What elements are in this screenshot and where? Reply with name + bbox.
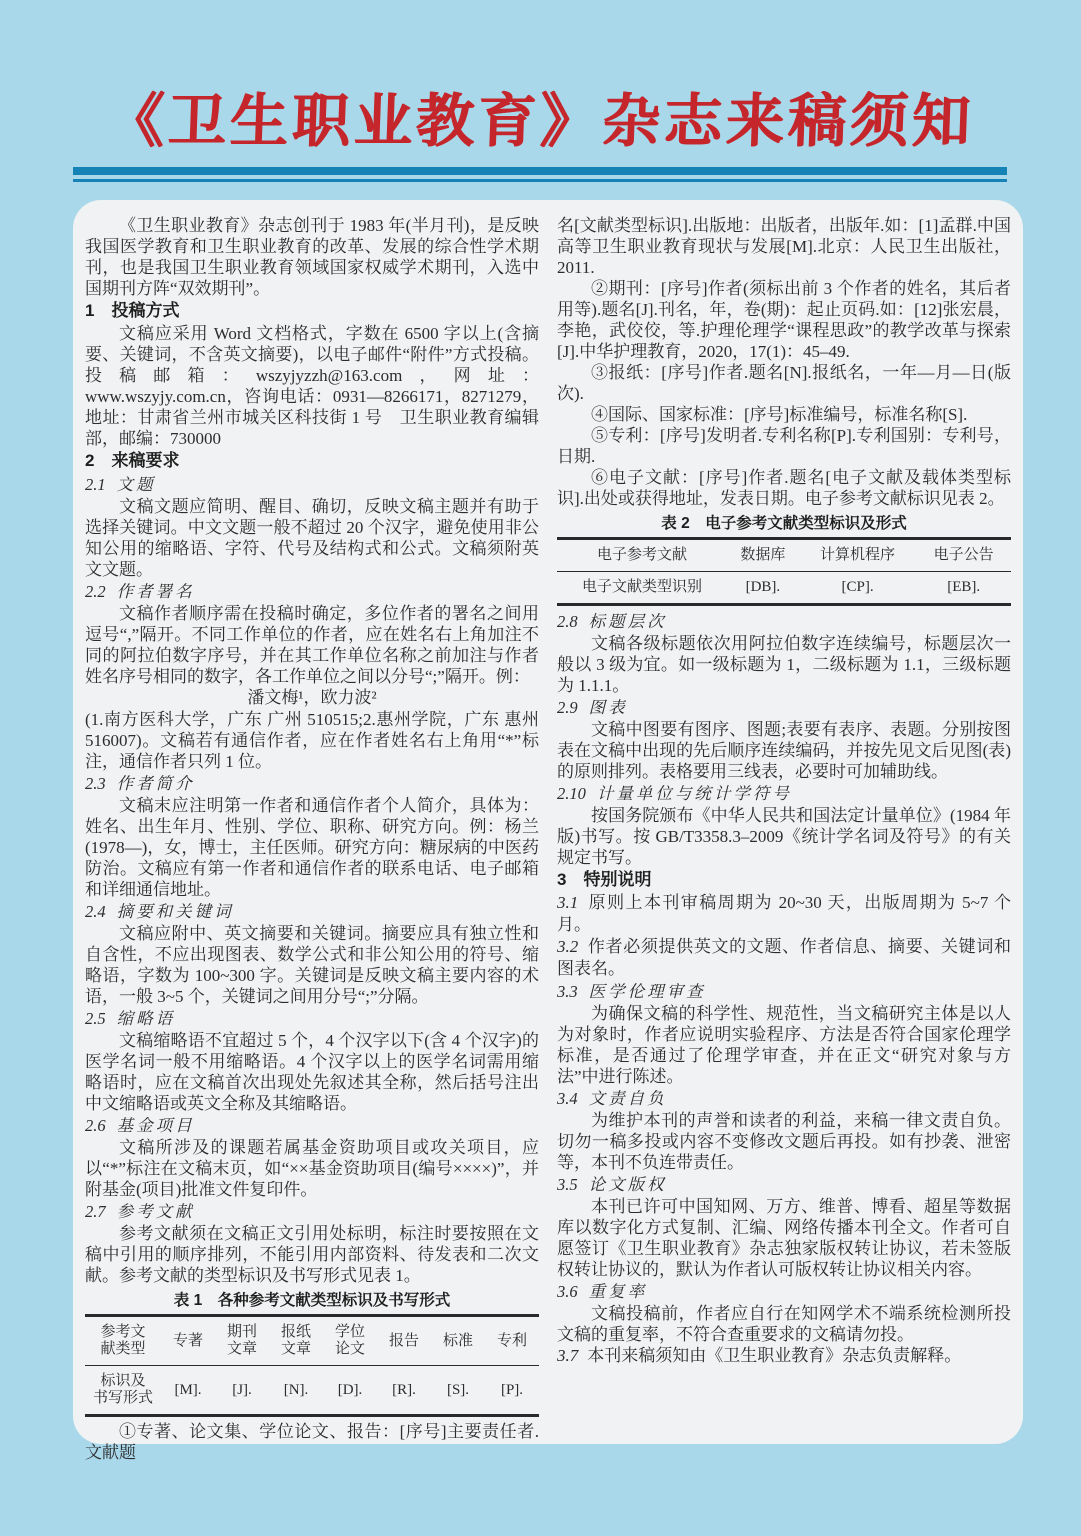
subsection-number: 3.3 [557,982,578,1001]
intro-paragraph: 《卫生职业教育》杂志创刊于 1983 年(半月刊)，是反映我国医学教育和卫生职业教育的改革、发展的综合性学术期刊，也是我国卫生职业教育领域国家权威学术期刊，入选中国期刊方阵“双效期刊”。 [85,216,539,298]
item-3-1 [557,892,1011,936]
responsibility-paragraph: 为维护本刊的声誉和读者的利益，来稿一律文责自负。切勿一稿多投或内容不变修改文题后再投。如有抄袭、泄密等，本刊不负连带责任。 [557,1111,1011,1172]
table-cell: [R]. [392,1381,416,1398]
subsection-number: 3.4 [557,1089,578,1108]
subsection-3-3-heading [557,980,1011,1003]
references-paragraph: 参考文献须在文稿正文引用处标明，标注时要按照在文稿中引用的顺序排列，不能引用内部资料、待发表和二次文献。参考文献的类型标识及书写形式见表 1。 [85,1224,539,1285]
subsection-number: 2.1 [85,475,106,494]
subsection-title: 论文版权 [588,1175,667,1194]
table-cell: [D]. [337,1381,363,1398]
reference-format-note-3: ③报纸：[序号]作者.题名[N].报纸名，一年—月—日(版次). [557,363,1011,403]
subsection-title: 标题层次 [588,612,667,631]
table-header-cell: 标准 [442,1332,473,1349]
author-example-line: 潘文梅¹，欧力波² [247,688,377,707]
reference-format-note-4: ④国际、国家标准：[序号]标准编号，标准名称[S]. [591,405,968,424]
section-2-heading: 2 来稿要求 [85,451,180,470]
fund-project-paragraph: 文稿所涉及的课题若属基金资助项目或攻关项目，应以“*”标注在文稿末页，如“××基金资助项目(编号××××)”，并附基金(项目)批准文件复印件。 [85,1138,539,1199]
title-divider [73,167,1007,182]
table-cell: [N]. [283,1381,309,1398]
table-cell: [P]. [500,1381,524,1398]
abstract-keywords-paragraph: 文稿应附中、英文摘要和关键词。摘要应具有独立性和自含性，不应出现图表、数学公式和非公知公用的符号、缩略语，字数为 100~300 字。关键词是反映文稿主要内容的术语，一般 3~5 个，关键词之间用分号“;”分隔。 [85,924,539,1006]
subsection-number: 2.5 [85,1009,106,1028]
author-affiliation-paragraph: (1.南方医科大学，广东 广州 510515;2.惠州学院，广东 惠州 516007)。文稿若有通信作者，应在作者姓名右上角用“*”标注，通信作者只列 1 位。 [85,710,539,771]
table-header-cell: 电子参考文献 [596,547,687,563]
subsection-number: 2.10 [557,784,586,803]
subsection-3-4-heading [557,1087,1011,1110]
subsection-number: 3.5 [557,1175,578,1194]
table-1-caption: 表 1 各种参考文献类型标识及书写形式 [173,1292,451,1309]
table-header-cell: 报纸 文章 [280,1324,311,1357]
subsection-title: 计量单位与统计学符号 [596,784,792,803]
table-row-label: 标识及 书写形式 [92,1373,153,1406]
subsection-title: 参考文献 [116,1202,195,1221]
right-column [557,215,1011,1429]
subsection-number: 2.2 [85,582,106,601]
table-header-cell: 报告 [388,1332,419,1349]
subsection-2-2-heading [85,580,539,603]
subsection-2-5-heading [85,1007,539,1030]
units-symbols-paragraph: 按国务院颁布《中华人民共和国法定计量单位》(1984 年版)书写。按 GB/T3358.3–2009《统计学名词及符号》的有关规定书写。 [557,806,1011,867]
subsection-title: 文责自负 [588,1089,667,1108]
table-header-row [85,1316,539,1366]
content-panel [73,200,1023,1462]
table-cell: [M]. [174,1381,202,1398]
page-title: 《卫生职业教育》杂志来稿须知 [104,89,975,154]
table-header-cell: 电子公告 [933,547,994,563]
author-bio-paragraph: 文稿末应注明第一作者和通信作者个人简介，具体为：姓名、出生年月、性别、学位、职称、研究方向。例：杨兰(1978—)，女，博士，主任医师。研究方向：糖尿病的中医药防治。文稿应有第一作者和通信作者的联系电话、电子邮箱和详细通信地址。 [85,796,539,899]
table-cell: [J]. [232,1381,252,1398]
reference-format-note-1: ①专著、论文集、学位论文、报告：[序号]主要责任者.文献题 [85,1422,539,1462]
subsection-number: 2.3 [85,774,106,793]
table-2-caption: 表 2 电子参考文献类型标识及形式 [661,515,907,532]
item-number: 3.1 [557,893,579,912]
electronic-reference-table [557,537,1011,606]
section-1-heading: 1 投稿方式 [85,301,180,320]
subsection-2-7-heading [85,1200,539,1223]
section-3-heading: 3 特别说明 [557,870,652,889]
table-header-cell: 计算机程序 [820,547,896,563]
subsection-number: 3.6 [557,1282,578,1301]
subsection-2-6-heading [85,1114,539,1137]
item-3-7 [557,1345,1011,1367]
subsection-2-3-heading [85,772,539,795]
table-row [85,1366,539,1416]
subsection-2-10-heading [557,782,1011,805]
heading-levels-paragraph: 文稿各级标题依次用阿拉伯数字连续编号，标题层次一般以 3 级为宜。如一级标题为 1，二级标题为 1.1，三级标题为 1.1.1。 [557,634,1011,695]
subsection-number: 2.9 [557,698,578,717]
subsection-title: 作者简介 [116,774,195,793]
duplication-rate-paragraph: 文稿投稿前，作者应自行在知网学术不端系统检测所投文稿的重复率，不符合查重要求的文稿请勿投。 [557,1304,1011,1344]
item-number: 3.7 [557,1346,579,1365]
subsection-title: 文题 [116,475,156,494]
table-header-row [557,539,1011,572]
subsection-3-5-heading [557,1173,1011,1196]
table-cell: [S]. [446,1381,470,1398]
divider-thin-rule [73,179,1007,182]
table-row-label: 电子文献类型识别 [581,579,702,595]
divider-thick-rule [73,167,1007,175]
table-header-cell: 专著 [172,1332,203,1349]
item-text: 本刊来稿须知由《卫生职业教育》杂志负责解释。 [587,1346,962,1365]
item-text: 作者必须提供英文的文题、作者信息、摘要、关键词和图表名。 [557,937,1011,978]
author-signature-paragraph: 文稿作者顺序需在投稿时确定，多位作者的署名之间用逗号“,”隔开。不同工作单位的作者，应在姓名右上角加注不同的阿拉伯数字序号，并在其工作单位名称之前加注与作者姓名序号相同的数字，各工作单位之间以分号“;”隔开。例： [85,604,539,686]
title-requirements-paragraph: 文稿文题应简明、醒目、确切，反映文稿主题并有助于选择关键词。中文文题一般不超过 20 个汉字，避免使用非公知公用的缩略语、字符、代号及结构式和公式。文稿须附英文文题。 [85,497,539,579]
subsection-number: 2.4 [85,902,106,921]
item-text: 原则上本刊审稿周期为 20~30 天，出版周期为 5~7 个月。 [557,893,1011,934]
subsection-number: 2.8 [557,612,578,631]
subsection-2-8-heading [557,610,1011,633]
table-cell: [EB]. [947,579,981,595]
subsection-3-6-heading [557,1280,1011,1303]
table-header-cell: 学位 论文 [334,1324,365,1357]
subsection-title: 基金项目 [116,1116,195,1135]
subsection-title: 图表 [588,698,628,717]
table-cell: [CP]. [841,579,874,595]
table-header-cell: 期刊 文章 [226,1324,257,1357]
table-cell: [DB]. [745,579,781,595]
submission-method-paragraph: 文稿应采用 Word 文档格式，字数在 6500 字以上(含摘要、关键词，不含英文摘要)，以电子邮件“附件”方式投稿。投稿邮箱：wszyjyzzh@163.com，网址：www.wszyjy.com.cn，咨询电话：0931—8266171，8271279，地址：甘肃省兰州市城关区科技街 1 号 卫生职业教育编辑部，邮编：730000 [85,324,539,448]
ethics-review-paragraph: 为确保文稿的科学性、规范性，当文稿研究主体是以人为对象时，作者应说明实验程序、方法是否符合国家伦理学标准，是否通过了伦理学审查，并在正文“研究对象与方法”中进行陈述。 [557,1004,1011,1086]
reference-format-note-6: ⑥电子文献：[序号]作者.题名[电子文献及载体类型标识].出处或获得地址，发表日期。电子参考文献标识见表 2。 [557,468,1011,508]
left-column [85,215,539,1462]
subsection-2-1-heading [85,473,539,496]
subsection-title: 缩略语 [116,1009,176,1028]
subsection-2-4-heading [85,900,539,923]
table-header-cell: 数据库 [740,547,786,563]
subsection-title: 作者署名 [116,582,195,601]
table-header-cell: 专利 [496,1332,527,1349]
subsection-title: 摘要和关键词 [116,902,234,921]
reference-format-note-2: ②期刊：[序号]作者(须标出前 3 个作者的姓名，其后者用等).题名[J].刊名，年，卷(期)：起止页码.如：[12]张宏晨，李艳，武佼佼，等.护理伦理学“课程思政”的教学改革与探索[J].中华护理教育，2020，17(1)：45–49. [557,279,1011,361]
reference-types-table [85,1314,539,1417]
reference-format-note-5: ⑤专利：[序号]发明者.专利名称[P].专利国别：专利号，日期. [557,426,1011,466]
table-row [557,572,1011,605]
abbreviation-paragraph: 文稿缩略语不宜超过 5 个，4 个汉字以下(含 4 个汉字)的医学名词一般不用缩略语。4 个汉字以上的医学名词需用缩略语时，应在文稿首次出现处先叙述其全称，然后括号注出中文缩略语或英文全称及其缩略语。 [85,1031,539,1113]
subsection-number: 2.6 [85,1116,106,1135]
subsection-number: 2.7 [85,1202,106,1221]
copyright-paragraph: 本刊已许可中国知网、万方、维普、博看、超星等数据库以数字化方式复制、汇编、网络传播本刊全文。作者可自愿签订《卫生职业教育》杂志独家版权转让协议，若未签版权转让协议的，默认为作者认可版权转让协议相关内容。 [557,1197,1011,1279]
table-header-cell: 参考文 献类型 [100,1324,146,1357]
figures-tables-paragraph: 文稿中图要有图序、图题;表要有表序、表题。分别按图表在文稿中出现的先后顺序连续编码，并按先见文后见图(表)的原则排列。表格要用三线表，必要时可加辅助线。 [557,720,1011,781]
subsection-2-9-heading [557,696,1011,719]
reference-format-continuation: 名[文献类型标识].出版地：出版者，出版年.如：[1]孟群.中国高等卫生职业教育现状与发展[M].北京：人民卫生出版社，2011. [557,216,1011,277]
item-3-2 [557,936,1011,980]
subsection-title: 医学伦理审查 [588,982,706,1001]
item-number: 3.2 [557,937,579,956]
subsection-title: 重复率 [588,1282,648,1301]
